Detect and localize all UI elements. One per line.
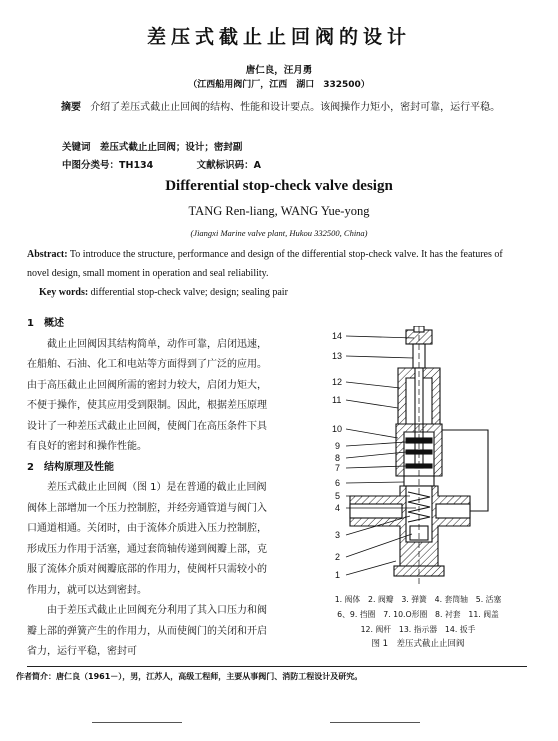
footnote-rule — [27, 666, 527, 667]
clc-label: 中图分类号： — [62, 160, 120, 171]
figure-legend — [296, 592, 540, 652]
abstract-en-label: Abstract: — [27, 249, 68, 260]
abstract-cn-text: 介绍了差压式截止止回阀的结构、性能和设计要点。该阀操作力矩小，密封可靠，运行平稳。 — [90, 102, 501, 113]
figure-legend-line-2: 6、9. 挡圈 7. 10.O形圈 8. 衬套 11. 阀盖 — [337, 610, 499, 619]
abstract-en — [27, 245, 527, 283]
callout-1: 1 — [335, 570, 341, 580]
valve-drawing — [350, 326, 488, 584]
leader-13 — [346, 356, 413, 358]
author-note-label: 作者简介： — [16, 672, 56, 681]
callout-3: 3 — [335, 530, 341, 540]
callout-4: 4 — [335, 503, 341, 513]
outlet-passage — [350, 504, 402, 518]
author-note-text: 唐仁良（1961－），男，江苏人，高级工程师，主要从事阀门、消防工程设计及研究。 — [56, 672, 363, 681]
section-2-paragraph-2: 由于差压式截止止回阀充分利用了其入口压力和阀瓣上部的弹簧产生的作用力，从而使阀门的关闭和开启省力，运行平稳，密封可 — [27, 605, 267, 657]
authors-cn: 唐仁良，汪月勇 — [245, 65, 313, 76]
callout-13: 13 — [332, 351, 343, 361]
callout-12: 12 — [332, 377, 343, 387]
callout-11: 11 — [332, 395, 342, 405]
authors-en: TANG Ren-liang, WANG Yue-yong — [188, 204, 370, 218]
abstract-cn-label: 摘要 — [61, 102, 81, 113]
valve-cross-section-figure — [320, 326, 535, 588]
keywords-cn — [62, 139, 242, 153]
section-1-text: 截止止回阀因其结构简单，动作可靠，启闭迅速，在船舶、石油、化工和电站等方面得到了广泛的应用。由于高压截止止回阀所需的密封力较大，启闭力矩大，不便于操作，使其应用受到限制。因此，根据差压原理设计了一种差压式截止止回阀，使阀门在高压条件下具有良好的密封和操作性能。 — [27, 338, 267, 452]
abstract-en-text: To introduce the structure, performance and design of the differential stop-check valve. It has the features of novel design, small moment in operation and seal reliability. — [27, 249, 503, 279]
section-2-paragraph-1: 差压式截止止回阀（图 1）是在普通的截止止回阀阀体上部增加一个压力控制腔，并经旁通管道与阀门入口通道相通。关闭时，由于流体介质进入压力控制腔，形成压力作用于活塞，通过套筒轴传递到阀瓣上部，克服了流体介质对阀瓣底部的作用力，使阀杆只需较小的作用力，就可以达到密封。 — [27, 482, 267, 596]
callout-numbers — [332, 331, 342, 580]
leader-12 — [346, 382, 400, 388]
section-1-heading: 1 概述 — [27, 318, 64, 329]
callout-6: 6 — [335, 478, 341, 488]
body-left-column — [27, 314, 273, 663]
abstract-cn — [27, 98, 527, 117]
leader-14 — [346, 336, 414, 338]
doc-code-label: 文献标识码： — [196, 160, 254, 171]
page-bottom-rule-left — [92, 722, 182, 723]
affiliation-en: (Jiangxi Marine valve plant, Hukou 332500, China) — [190, 228, 368, 238]
inlet-passage — [436, 504, 470, 518]
figure-legend-line-3: 12. 阀杆 13. 指示器 14. 扳手 — [360, 625, 476, 634]
section-2-heading: 2 结构原理及性能 — [27, 461, 114, 473]
callout-7: 7 — [335, 463, 341, 473]
affiliation-cn: （江西船用阀门厂，江西 湖口 332500） — [188, 80, 370, 90]
leader-6 — [346, 482, 404, 483]
figure-caption: 图 1 差压式截止止回阀 — [371, 639, 465, 649]
callout-5: 5 — [335, 491, 341, 501]
callout-2: 2 — [335, 552, 341, 562]
callout-9: 9 — [335, 441, 341, 451]
callout-14: 14 — [332, 331, 343, 341]
leader-11 — [346, 400, 398, 408]
paper-title-cn: 差压式截止止回阀的设计 — [146, 26, 411, 48]
figure-legend-line-1: 1. 阀体 2. 阀瓣 3. 弹簧 4. 套筒轴 5. 活塞 — [334, 595, 502, 604]
keywords-cn-label: 关键词 — [62, 142, 91, 153]
doc-code-value: A — [253, 160, 261, 171]
paper-title-en: Differential stop-check valve design — [165, 178, 393, 194]
clc-value: TH134 — [119, 160, 154, 171]
leader-10 — [346, 429, 398, 438]
classification — [62, 157, 362, 171]
page-bottom-rule-right — [330, 722, 420, 723]
keywords-en-text: differential stop-check valve; design; sealing pair — [90, 287, 288, 298]
keywords-cn-text: 差压式截止止回阀；设计；密封副 — [99, 142, 243, 153]
author-note — [16, 671, 546, 682]
leader-1 — [346, 561, 396, 575]
keywords-en-label: Key words: — [39, 287, 89, 298]
callout-8: 8 — [335, 453, 341, 463]
callout-10: 10 — [332, 424, 343, 434]
keywords-en — [39, 283, 519, 302]
